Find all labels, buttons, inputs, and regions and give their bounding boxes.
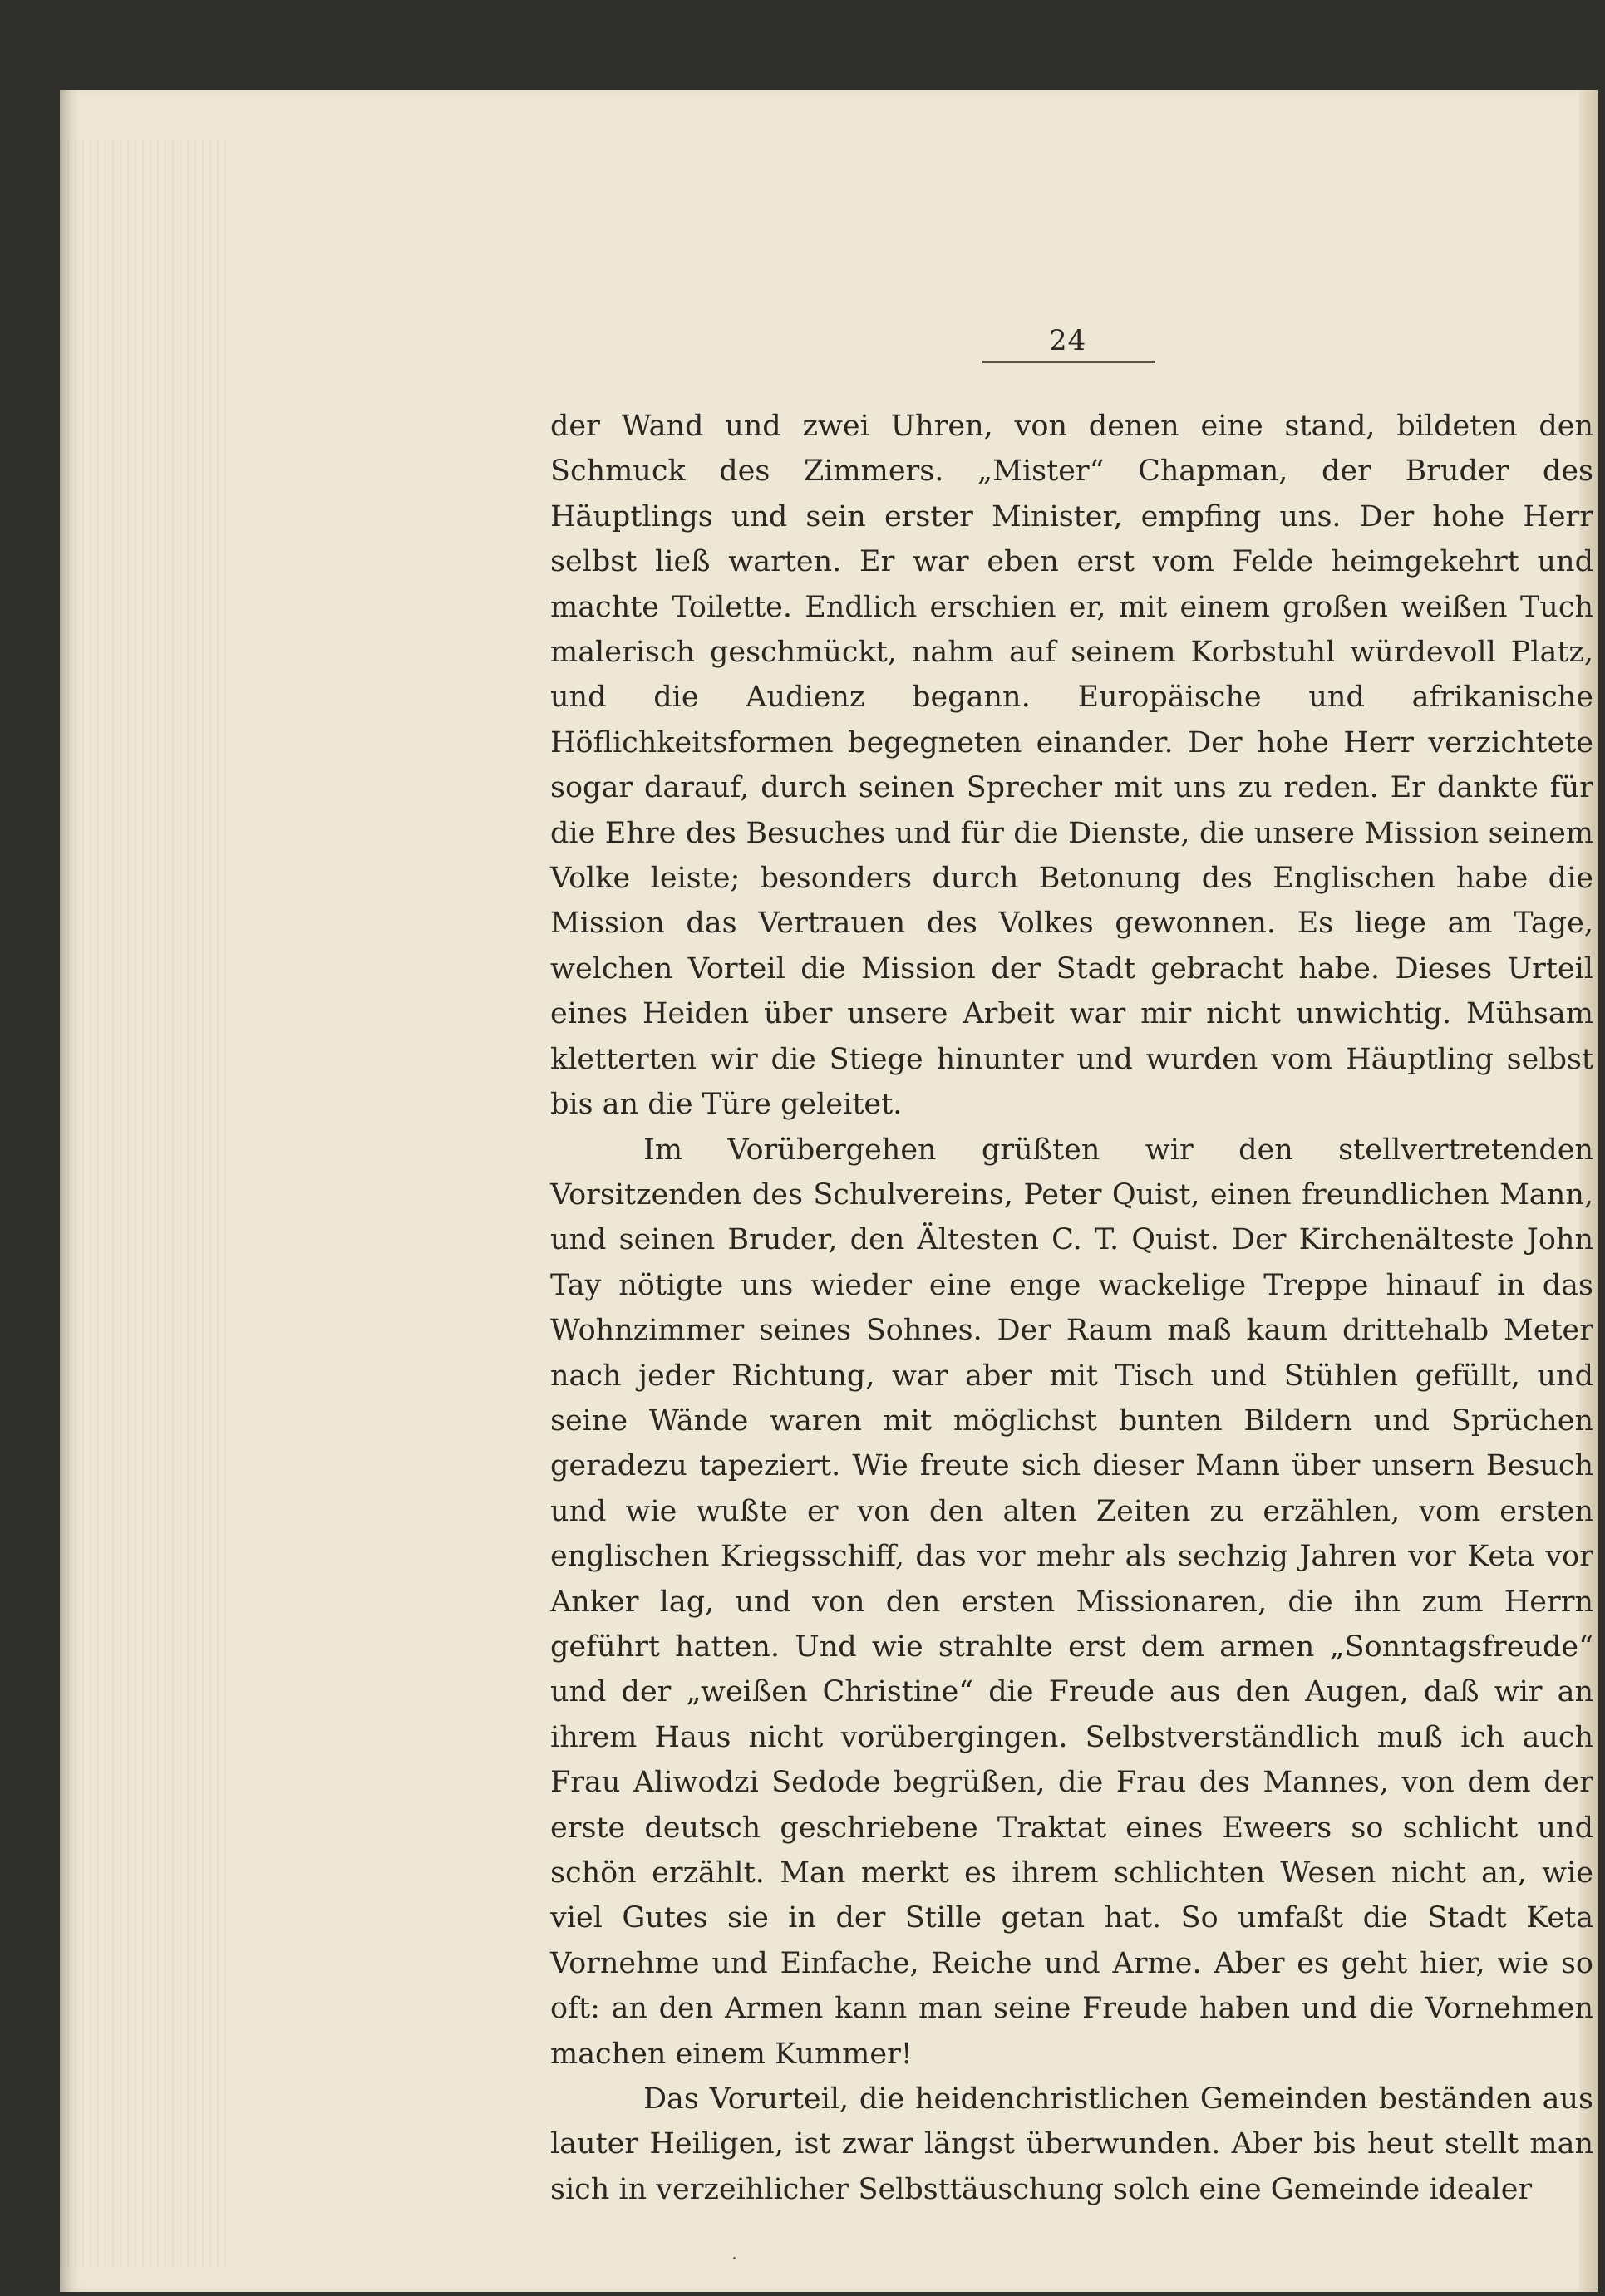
paragraph-3: Das Vorurteil, die heidenchristlichen Gemeinden beständen aus lauter Heiligen, ist zwar längst überwunden. Aber bis heut stellt man sich in verzeihlicher Selbsttäuschung solch eine Gemeinde idealer	[550, 2082, 1593, 2206]
header-rule	[982, 361, 1155, 363]
paper-speck	[733, 2257, 736, 2259]
book-page	[60, 90, 1598, 2292]
page-number: 24	[1049, 324, 1087, 357]
paragraph-2: Im Vorübergehen grüßten wir den stellvertretenden Vorsitzenden des Schulvereins, Peter Quist, einen freundlichen Mann, und seinen Bruder, den Ältesten C. T. Quist. Der Kirchenälteste John Tay nötigte uns wieder eine enge wackelige Treppe hinauf in das Wohnzimmer seines Sohnes. Der Raum maß kaum drittehalb Meter nach jeder Richtung, war aber mit Tisch und Stühlen gefüllt, und seine Wände waren mit möglichst bunten Bildern und Sprüchen geradezu tapeziert. Wie freute sich dieser Mann über unsern Besuch und wie wußte er von den alten Zeiten zu erzählen, vom ersten englischen Kriegsschiff, das vor mehr als sechzig Jahren vor Keta vor Anker lag, und von den ersten Missionaren, die ihn zum Herrn geführt hatten. Und wie strahlte erst dem armen „Sonntagsfreude“ und der „weißen Christine“ die Freude aus den Augen, daß wir an ihrem Haus nicht vorübergingen. Selbstverständlich muß ich auch Frau Aliwodzi Sedode begrüßen, die Frau des Mannes, von dem der erste deutsch geschriebene Traktat eines Eweers so schlicht und schön erzählt. Man merkt es ihrem schlichten Wesen nicht an, wie viel Gutes sie in der Stille getan hat. So umfaßt die Stadt Keta Vornehme und Einfache, Reiche und Arme. Aber es geht hier, wie so oft: an den Armen kann man seine Freude haben und die Vornehmen machen einem Kummer!	[550, 1133, 1593, 2071]
page-stack-edge	[60, 140, 226, 2267]
body-text	[550, 404, 1593, 2212]
paragraph-1: der Wand und zwei Uhren, von denen eine stand, bildeten den Schmuck des Zimmers. „Mister“ Chapman, der Bruder des Häuptlings und sein erster Minister, empfing uns. Der hohe Herr selbst ließ warten. Er war eben erst vom Felde heimgekehrt und machte Toilette. Endlich erschien er, mit einem großen weißen Tuch malerisch geschmückt, nahm auf seinem Korbstuhl würdevoll Platz, und die Audienz begann. Europäische und afrikanische Höflichkeitsformen begegneten einander. Der hohe Herr verzichtete sogar darauf, durch seinen Sprecher mit uns zu reden. Er dankte für die Ehre des Besuches und für die Dienste, die unsere Mission seinem Volke leiste; besonders durch Betonung des Englischen habe die Mission das Vertrauen des Volkes gewonnen. Es liege am Tage, welchen Vorteil die Mission der Stadt gebracht habe. Dieses Urteil eines Heiden über unsere Arbeit war mir nicht unwichtig. Mühsam kletterten wir die Stiege hinunter und wurden vom Häuptling selbst bis an die Türe geleitet.	[550, 410, 1593, 1122]
